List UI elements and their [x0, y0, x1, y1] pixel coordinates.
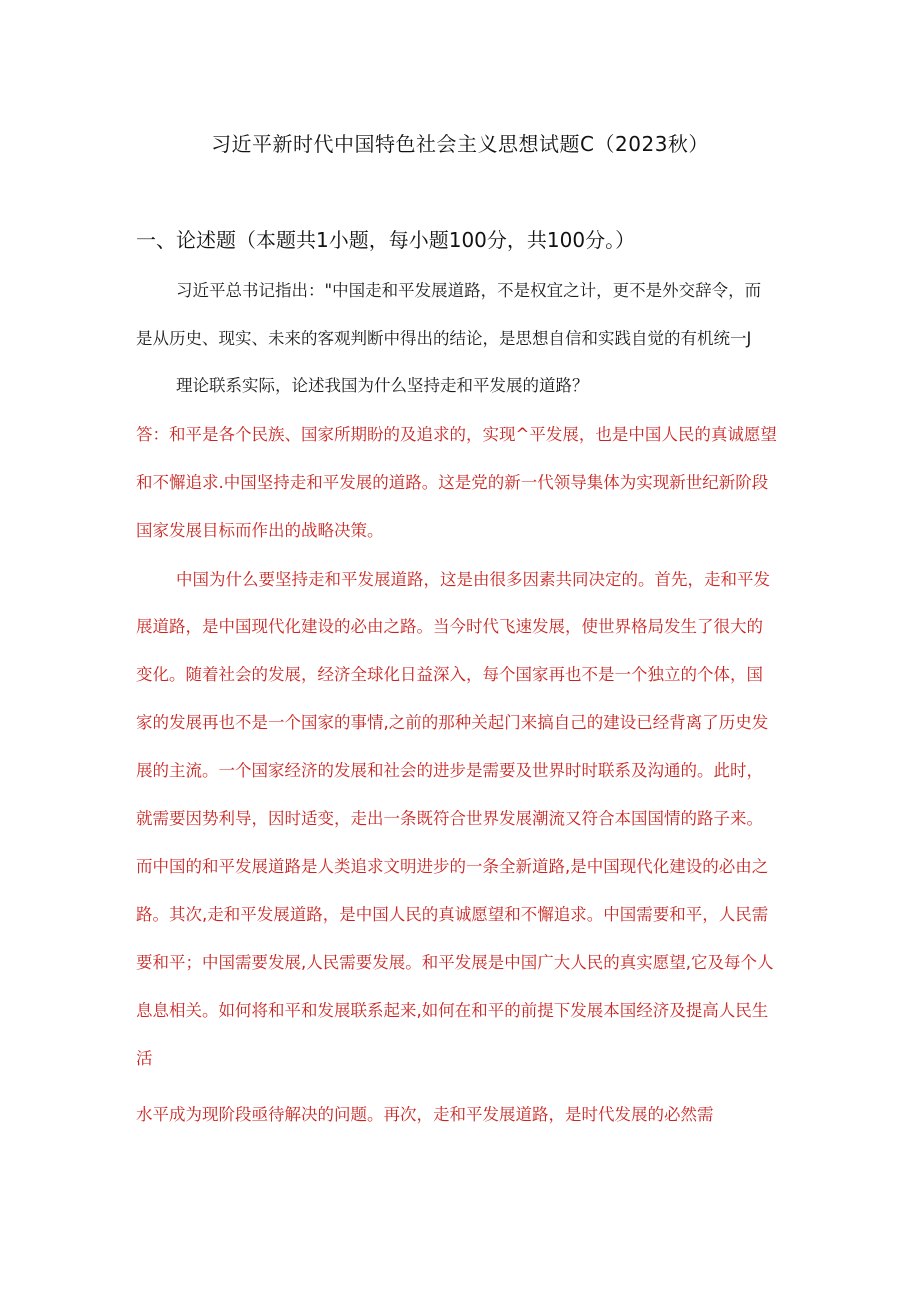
answer-line: 家的发展再也不是一个国家的事情,之前的那种关起门来搞自己的建设已经背离了历史发: [136, 713, 769, 732]
answer-line: 水平成为现阶段亟待解决的问题。再次，走和平发展道路，是时代发展的必然需: [136, 1105, 714, 1124]
answer-line: 和不懈追求.中国坚持走和平发展的道路。这是党的新一代领导集体为实现新世纪新阶段: [136, 473, 769, 492]
answer-line: 展道路，是中国现代化建设的必由之路。当今时代飞速发展，使世界格局发生了很大的: [136, 617, 763, 636]
answer-line: 答：和平是各个民族、国家所期盼的及追求的，实现^平发展，也是中国人民的真诚愿望: [136, 425, 777, 444]
answer-line: 活: [136, 1049, 153, 1068]
answer-line: 国家发展目标而作出的战略决策。: [136, 521, 384, 540]
answer-line: 而中国的和平发展道路是人类追求文明进步的一条全新道路,是中国现代化建设的必由之: [136, 857, 769, 876]
question-line: 习近平总书记指出："中国走和平发展道路，不是权宜之计，更不是外交辞令，而: [176, 281, 762, 300]
answer-line: 展的主流。一个国家经济的发展和社会的进步是需要及世界时时联系及沟通的。此时，: [136, 761, 763, 780]
answer-line: 要和平；中国需要发展,人民需要发展。和平发展是中国广大人民的真实愿望,它及每个人: [136, 953, 774, 972]
question-line: 是从历史、现实、未来的客观判断中得出的结论，是思想自信和实践自觉的有机统一J: [136, 329, 752, 348]
document-title: 习近平新时代中国特色社会主义思想试题C（2023秋）: [211, 132, 709, 156]
answer-line: 路。其次,走和平发展道路，是中国人民的真诚愿望和不懈追求。中国需要和平，人民需: [136, 905, 769, 924]
answer-line: 息息相关。如何将和平和发展联系起来,如何在和平的前提下发展本国经济及提高人民生: [136, 1001, 769, 1020]
answer-line: 就需要因势利导，因时适变，走出一条既符合世界发展潮流又符合本国国情的路子来。: [136, 809, 763, 828]
question-line: 理论联系实际，论述我国为什么坚持走和平发展的道路？: [176, 376, 589, 395]
answer-line: 变化。随着社会的发展，经济全球化日益深入，每个国家再也不是一个独立的个体，国: [136, 665, 763, 684]
answer-line: 中国为什么要坚持走和平发展道路，这是由很多因素共同决定的。首先，走和平发: [176, 570, 770, 589]
section-heading: 一、论述题（本题共1小题，每小题100分，共100分。）: [136, 228, 636, 252]
